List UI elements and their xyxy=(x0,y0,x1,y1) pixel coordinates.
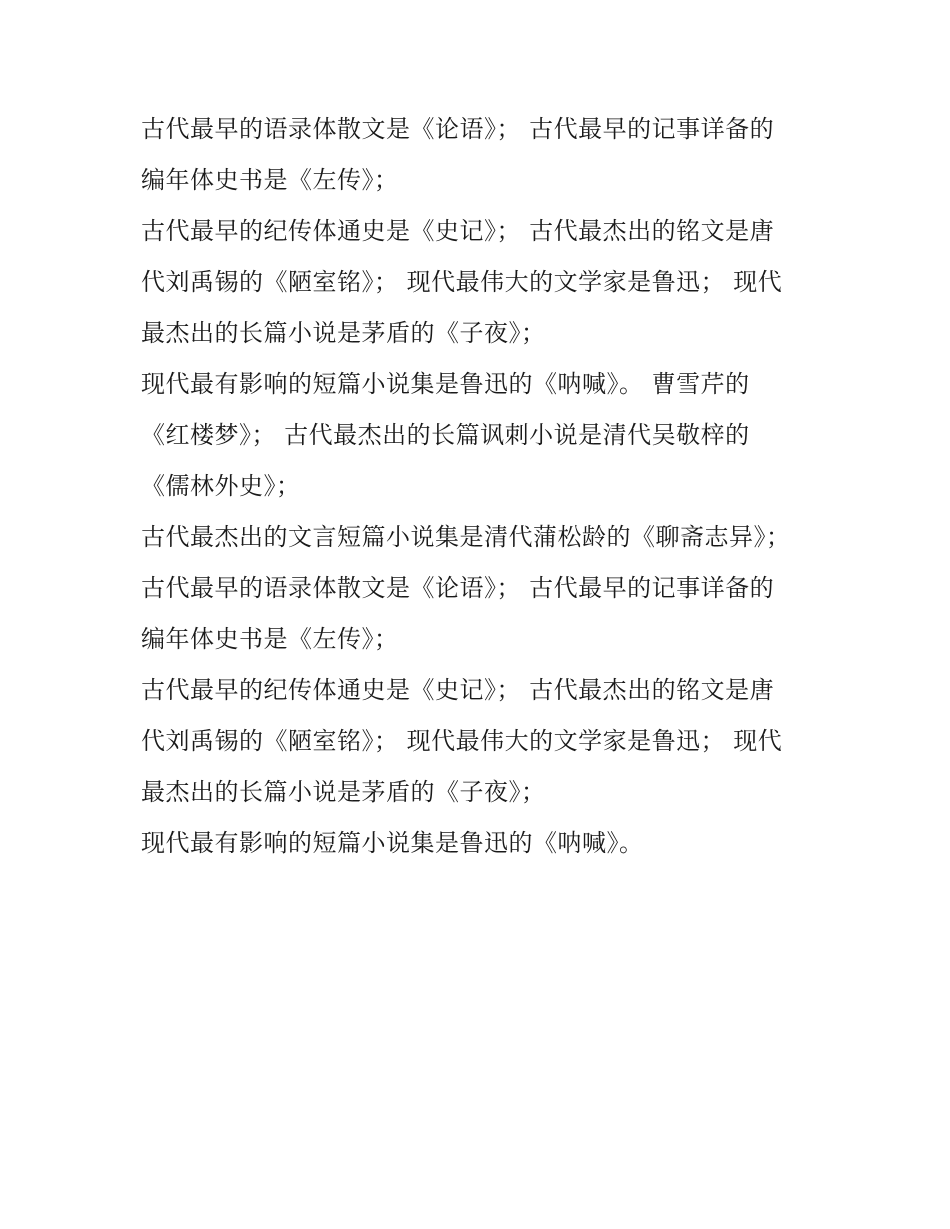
text-line: 最杰出的长篇小说是茅盾的《子夜》； xyxy=(141,778,546,806)
text-line: 古代最杰出的文言短篇小说集是清代蒲松龄的《聊斋志异》； xyxy=(141,523,791,551)
text-line: 最杰出的长篇小说是茅盾的《子夜》； xyxy=(141,319,546,347)
text-line: 《红楼梦》； 古代最杰出的长篇讽刺小说是清代吴敬梓的 xyxy=(141,421,750,449)
text-line: 代刘禹锡的《陋室铭》； 现代最伟大的文学家是鲁迅； 现代 xyxy=(141,268,783,296)
text-line: 古代最早的语录体散文是《论语》； 古代最早的记事详备的 xyxy=(141,574,775,602)
text-line: 编年体史书是《左传》； xyxy=(141,625,399,653)
text-line: 现代最有影响的短篇小说集是鲁迅的《呐喊》。 曹雪芹的 xyxy=(141,370,750,398)
text-line: 《儒林外史》； xyxy=(141,472,301,500)
text-line: 编年体史书是《左传》； xyxy=(141,166,399,194)
text-line: 古代最早的纪传体通史是《史记》； 古代最杰出的铭文是唐 xyxy=(141,676,775,704)
text-line: 代刘禹锡的《陋室铭》； 现代最伟大的文学家是鲁迅； 现代 xyxy=(141,727,783,755)
text-line: 古代最早的纪传体通史是《史记》； 古代最杰出的铭文是唐 xyxy=(141,217,775,245)
text-line: 现代最有影响的短篇小说集是鲁迅的《呐喊》。 xyxy=(141,829,644,857)
document-body xyxy=(141,104,821,869)
text-line: 古代最早的语录体散文是《论语》； 古代最早的记事详备的 xyxy=(141,115,775,143)
